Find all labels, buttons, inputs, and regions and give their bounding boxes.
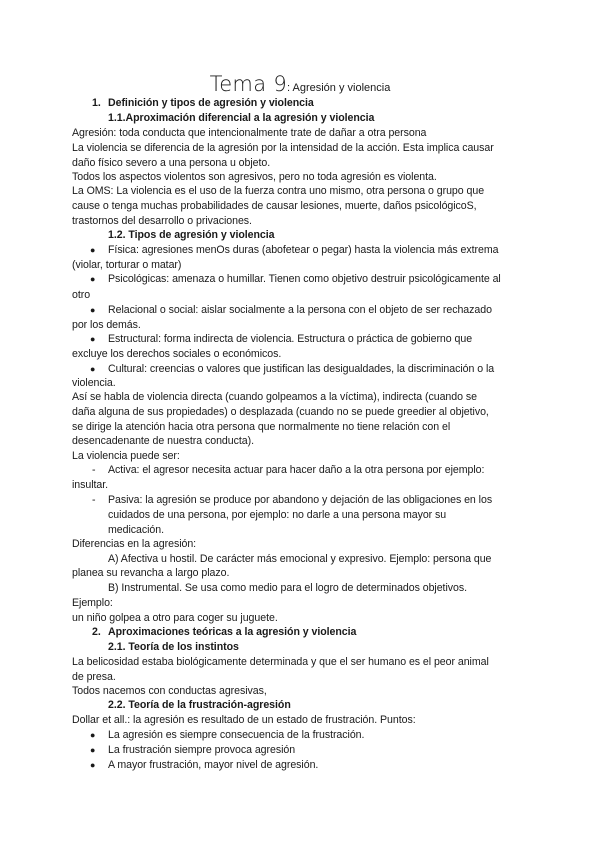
bullet-icon: ● — [90, 730, 96, 740]
section-2-1-heading: 2.1. Teoría de los instintos — [108, 641, 239, 653]
paragraph-line: Dollar et all.: la agresión es resultado de un estado de frustración. Puntos: — [72, 714, 416, 726]
list-item: Psicológicas: amenaza o humillar. Tienen como objetivo destruir psicológicamente al — [108, 273, 501, 285]
list-item-continuation: excluye los derechos sociales o económicos. — [72, 348, 282, 360]
section-1-1-heading: 1.1.Aproximación diferencial a la agresión y violencia — [108, 112, 375, 124]
paragraph-line: A) Afectiva u hostil. De carácter más emocional y expresivo. Ejemplo: persona que — [108, 553, 492, 565]
bullet-icon: ● — [90, 745, 96, 755]
paragraph-line: La violencia se diferencia de la agresión por la intensidad de la acción. Esta implica causar — [72, 142, 494, 154]
list-item: A mayor frustración, mayor nivel de agresión. — [108, 759, 319, 771]
list-item-continuation: medicación. — [108, 524, 164, 536]
paragraph-line: Todos los aspectos violentos son agresivos, pero no toda agresión es violenta. — [72, 171, 437, 183]
bullet-icon: ● — [90, 305, 96, 315]
paragraph-line: un niño golpea a otro para coger su juguete. — [72, 612, 278, 624]
section-2-heading: Aproximaciones teóricas a la agresión y violencia — [108, 626, 357, 638]
bullet-icon: ● — [90, 760, 96, 770]
section-1-number: 1. — [92, 97, 101, 109]
title-sub: : Agresión y violencia — [287, 82, 391, 94]
list-item: Estructural: forma indirecta de violencia. Estructura o práctica de gobierno que — [108, 333, 473, 345]
paragraph-line: daño físico severo a una persona u objeto. — [72, 157, 271, 169]
page-title — [0, 72, 600, 96]
list-item-continuation: (violar, torturar o matar) — [72, 259, 182, 271]
paragraph-line: Diferencias en la agresión: — [72, 538, 197, 550]
paragraph-line: daña alguna de sus propiedades) o desplazada (cuando no se puede greedier al objetivo, — [72, 406, 489, 418]
paragraph-line: se dirige la atención hacia otra persona que normalmente no tiene relación con el — [72, 421, 451, 433]
list-item: Relacional o social: aislar socialmente a la persona con el objeto de ser rechazado — [108, 304, 492, 316]
dash-marker: - — [92, 494, 96, 506]
list-item: Pasiva: la agresión se produce por abandono y dejación de las obligaciones en los — [108, 494, 493, 506]
title-main: Tema 9 — [209, 72, 287, 96]
list-item-continuation: otro — [72, 289, 91, 301]
list-item: Cultural: creencias o valores que justifican las desigualdades, la discriminación o la — [108, 363, 495, 375]
section-2-number: 2. — [92, 626, 101, 638]
paragraph-line: Ejemplo: — [72, 597, 113, 609]
paragraph-line: cause o tenga muchas probabilidades de causar lesiones, muerte, daños psicológicoS, — [72, 200, 477, 212]
list-item-continuation: insultar. — [72, 479, 109, 491]
paragraph-line: Así se habla de violencia directa (cuando golpeamos a la víctima), indirecta (cuando se — [72, 391, 477, 403]
section-2-2-heading: 2.2. Teoría de la frustración-agresión — [108, 699, 291, 711]
paragraph-line: planea su revancha a largo plazo. — [72, 567, 230, 579]
section-1-2-heading: 1.2. Tipos de agresión y violencia — [108, 229, 275, 241]
list-item-continuation: violencia. — [72, 377, 116, 389]
list-item: La agresión es siempre consecuencia de la frustración. — [108, 729, 365, 741]
bullet-icon: ● — [90, 245, 96, 255]
paragraph-line: Agresión: toda conducta que intencionalmente trate de dañar a otra persona — [72, 127, 427, 139]
list-item: Activa: el agresor necesita actuar para hacer daño a la otra persona por ejemplo: — [108, 464, 485, 476]
list-item-continuation: por los demás. — [72, 319, 141, 331]
paragraph-line: de presa. — [72, 671, 116, 683]
paragraph-line: B) Instrumental. Se usa como medio para el logro de determinados objetivos. — [108, 582, 467, 594]
paragraph-line: La OMS: La violencia es el uso de la fuerza contra uno mismo, otra persona o grupo que — [72, 185, 485, 197]
list-item-continuation: cuidados de una persona, por ejemplo: no darle a una persona mayor su — [108, 509, 447, 521]
bullet-icon: ● — [90, 274, 96, 284]
dash-marker: - — [92, 464, 96, 476]
bullet-icon: ● — [90, 334, 96, 344]
list-item: Física: agresiones menOs duras (abofetear o pegar) hasta la violencia más extrema — [108, 244, 499, 256]
paragraph-line: trastornos del desarrollo o privaciones. — [72, 215, 252, 227]
paragraph-line: desencadenante de nuestra conducta). — [72, 435, 254, 447]
paragraph-line: Todos nacemos con conductas agresivas, — [72, 685, 267, 697]
list-item: La frustración siempre provoca agresión — [108, 744, 296, 756]
bullet-icon: ● — [90, 364, 96, 374]
paragraph-line: La belicosidad estaba biológicamente determinada y que el ser humano es el peor animal — [72, 656, 489, 668]
paragraph-line: La violencia puede ser: — [72, 450, 180, 462]
section-1-heading: Definición y tipos de agresión y violencia — [108, 97, 314, 109]
